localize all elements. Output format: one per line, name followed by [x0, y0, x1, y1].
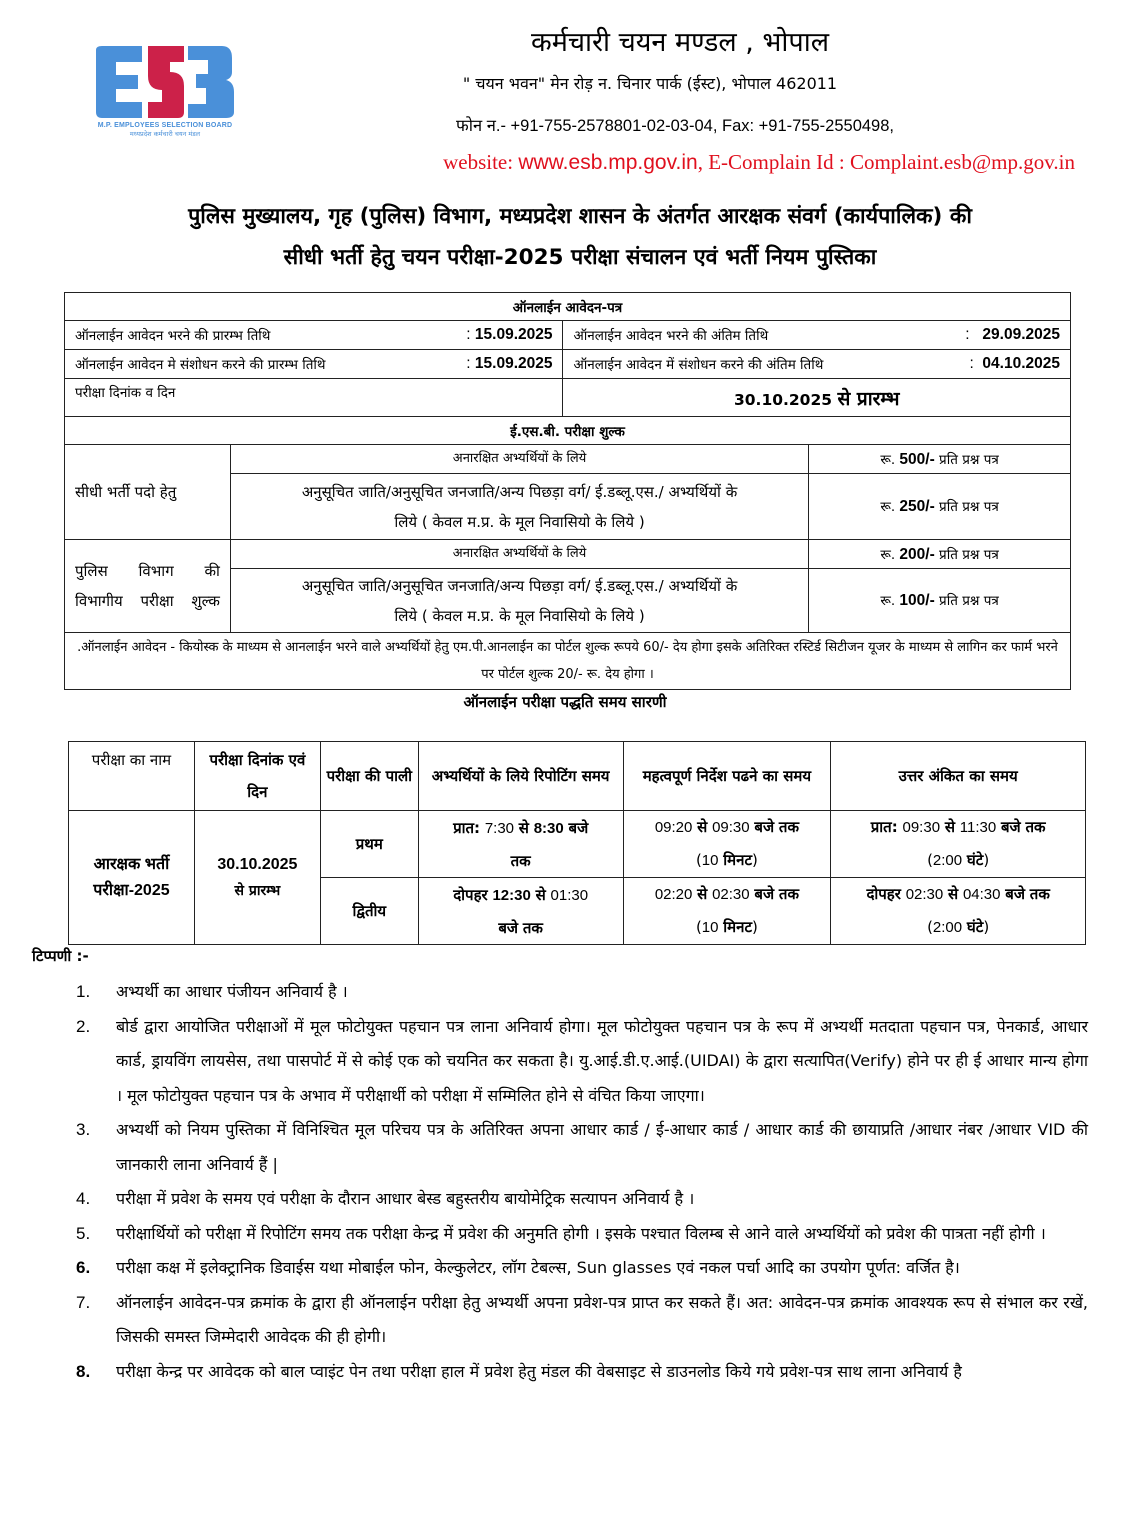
- duration: 10: [701, 919, 719, 936]
- note-text: ऑनलाईन आवेदन-पत्र क्रमांक के द्वारा ही ऑनलाईन परीक्षा हेतु अभ्यर्थी अपना प्रवेश-पत्र प्राप्त कर सकते हैं। अत: आवेदन-पत्र क्रमांक आवश्यक रूप से संभाल कर रखें, जिसकी समस्त जिम्मेदारी आवेदक की ही होगी।: [116, 1292, 1088, 1346]
- note-item: [70, 1251, 1088, 1286]
- word-se: से: [535, 885, 546, 904]
- note-text: परीक्षा में प्रवेश के समय एवं परीक्षा के दौरान आधार बेस्ड बहुस्तरीय बायोमेट्रिक सत्यापन अनिवार्य है ।: [116, 1189, 695, 1208]
- shift-name: द्वितीय: [320, 878, 418, 945]
- note-item: [70, 1182, 1088, 1217]
- duration: 10: [701, 852, 719, 869]
- word-se: से: [518, 818, 529, 837]
- separator: :: [466, 326, 471, 343]
- exam-schedule-table: [68, 741, 1086, 945]
- exam-date-label: परीक्षा दिनांक व दिन: [65, 379, 563, 417]
- column-header: महत्वपूर्ण निर्देश पढने का समय: [623, 742, 831, 811]
- time-to: 02:30: [712, 886, 750, 903]
- fee-value: 200/-: [899, 545, 935, 563]
- complaint-label: , E-Complain Id :: [697, 150, 850, 174]
- notes-list: [70, 975, 1088, 1389]
- time-prefix: प्रात:: [870, 818, 898, 836]
- separator: :: [969, 355, 974, 372]
- word-tak: तक: [778, 818, 799, 836]
- note-number: 6.: [76, 1258, 91, 1277]
- portal-fee-footnote: .ऑनलाईन आवेदन - कियोस्क के माध्यम से आनलाईन भरने वाले अभ्यर्थियों हेतु एम.पी.आनलाईन का पोर्टल शुल्क रूपये 60/- देय होगा इसके अतिरिक्त रस्टिर्ड सिटीजन यूजर के माध्यम से लागिन कर फार्म भरने पर पोर्टल शुल्क 20/- रू. देय होगा ।: [65, 633, 1071, 690]
- word-baje: बजे: [754, 818, 775, 836]
- application-heading: ऑनलाईन आवेदन-पत्र: [65, 293, 1071, 321]
- note-item: [70, 1217, 1088, 1252]
- fee-amount: [809, 569, 1071, 633]
- instruction-time: 02:20 से 02:30 बजे तक (10 मिनट): [623, 878, 831, 945]
- fee-heading: ई.एस.बी. परीक्षा शुल्क: [65, 417, 1071, 445]
- note-item: [70, 975, 1088, 1010]
- word-tak: तक: [522, 918, 543, 937]
- note-text: परीक्षा कक्ष में इलेक्ट्रानिक डिवाईस यथा मोबाईल फोन, केल्कुलेटर, लॉग टेबल्स, Sun glasses एवं नकल पर्चा आदि का उपयोग पूर्णत: वर्जित है।: [116, 1258, 960, 1277]
- correction-end-label: ऑनलाईन आवेदन में संशोधन करने की अंतिम तिथि: [573, 357, 824, 373]
- time-prefix: प्रात:: [453, 818, 481, 837]
- organization-name: कर्मचारी चयन मण्डल , भोपाल: [530, 27, 830, 58]
- logo-caption-english: M.P. EMPLOYEES SELECTION BOARD: [97, 122, 233, 129]
- separator: :: [965, 326, 970, 343]
- note-number: 5.: [76, 1223, 91, 1243]
- application-end-label: ऑनलाईन आवेदन भरने की अंतिम तिथि: [573, 328, 769, 344]
- correction-end-date: 04.10.2025: [982, 355, 1060, 372]
- currency-label: रू.: [880, 593, 896, 609]
- note-text: बोर्ड द्वारा आयोजित परीक्षाओं में मूल फोटोयुक्त पहचान पत्र लाना अनिवार्य होगा। मूल फोटोयुक्त पहचान पत्र के रूप में अभ्यर्थी मतदाता पहचान पत्र, पेनकार्ड, आधार कार्ड, ड्रायविंग लायसेस, तथा पासपोर्ट में से कोई एक को चयनित कर सकता है। यु.आई.डी.ए.आई.(UIDAI) के द्वारा सत्यापित(Verify) होने पर ही ई आधार मान्य होगा । मूल फोटोयुक्त पहचान पत्र के अभाव में परीक्षार्थी को परीक्षा में सम्मिलित होने से वंचित किया जाएगा।: [116, 1016, 1088, 1105]
- word-tak: तक: [1029, 885, 1050, 903]
- fee-unit: प्रति प्रश्न पत्र: [939, 451, 999, 468]
- website-label: website:: [443, 150, 519, 174]
- note-number: 7.: [76, 1292, 91, 1312]
- fee-unit: प्रति प्रश्न पत्र: [939, 546, 999, 563]
- exam-date-value: 30.10.2025: [733, 390, 833, 409]
- application-start-label: ऑनलाईन आवेदन भरने की प्रारम्भ तिथि: [75, 328, 271, 344]
- organization-address: " चयन भवन" मेन रोड़ न. चिनार पार्क (ईस्ट), भोपाल 462011: [462, 74, 838, 93]
- note-number: 4.: [76, 1189, 91, 1208]
- duration: 2:00: [932, 919, 963, 936]
- reporting-time: [418, 878, 623, 945]
- fee-value: 500/-: [899, 450, 935, 468]
- notes-heading: टिप्पणी :-: [32, 947, 89, 965]
- exam-date: 30.10.2025: [217, 855, 298, 873]
- exam-date-suffix: से प्रारम्भ: [837, 387, 900, 410]
- note-text: परीक्षार्थियों को परीक्षा में रिपोटिंग समय तक परीक्षा केन्द्र में प्रवेश की अनुमति होगी । इसके पश्चात विलम्ब से आने वाले अभ्यर्थियों को प्रवेश की पात्रता नहीं होगी ।: [116, 1223, 1046, 1243]
- separator: :: [466, 355, 471, 372]
- correction-start-label: ऑनलाईन आवेदन मे संशोधन करने की प्रारम्भ तिथि: [75, 357, 326, 373]
- note-text: परीक्षा केन्द्र पर आवेदक को बाल प्वाइंट पेन तथा परीक्षा हाल में प्रवेश हेतु मंडल की वेबसाइट से डाउनलोड किये गये प्रवेश-पत्र साथ लाना अनिवार्य है: [116, 1361, 962, 1381]
- answer-time: दोपहर 02:30 से 04:30 बजे तक (2:00 घंटे): [831, 878, 1086, 945]
- word-baje: बजे: [754, 885, 775, 903]
- column-header: परीक्षा का नाम: [69, 742, 195, 811]
- column-header: अभ्यर्थियों के लिये रिपोटिंग समय: [418, 742, 623, 811]
- application-end-date: 29.09.2025: [982, 326, 1060, 343]
- word-tak: तक: [510, 851, 531, 870]
- exam-name: आरक्षक भर्ती परीक्षा-2025: [69, 811, 195, 945]
- correction-start-date: 15.09.2025: [474, 355, 553, 372]
- exam-date-row: [65, 379, 1071, 417]
- fee-category: अनुसूचित जाति/अनुसूचित जनजाति/अन्य पिछड़ा वर्ग/ ई.डब्लू.एस./ अभ्यर्थियों के लिये ( केवल म.प्र. के मूल निवासियो के लिये ): [230, 474, 808, 540]
- word-baje: बजे: [568, 818, 589, 837]
- word-baje: बजे: [498, 918, 519, 937]
- word-se: से: [697, 885, 708, 903]
- schedule-row: [69, 811, 1086, 878]
- time-from: 02:20: [654, 886, 693, 903]
- fee-row: [65, 540, 1071, 569]
- time-from: 09:30: [902, 819, 941, 836]
- word-minute: मिनट: [723, 851, 753, 869]
- currency-label: रू.: [880, 451, 896, 468]
- word-hours: घंटे: [966, 851, 984, 869]
- note-item: [70, 1010, 1088, 1114]
- duration: 2:00: [932, 852, 963, 869]
- reporting-time: [418, 811, 623, 878]
- time-from: 09:20: [654, 819, 693, 836]
- time-to: 01:30: [550, 886, 589, 904]
- currency-label: रू.: [880, 499, 896, 515]
- column-header: परीक्षा दिनांक एवं दिन: [194, 742, 320, 811]
- shift-name: प्रथम: [320, 811, 418, 878]
- correction-date-row: [65, 350, 1071, 379]
- time-to: 8:30: [533, 819, 564, 837]
- document-title-line-1: पुलिस मुख्यालय, गृह (पुलिस) विभाग, मध्यप्रदेश शासन के अंतर्गत आरक्षक संवर्ग (कार्यपालिक) की: [188, 204, 972, 229]
- time-to: 09:30: [712, 819, 750, 836]
- word-se: से: [697, 818, 708, 836]
- time-prefix: दोपहर: [453, 885, 488, 904]
- fee-unit: प्रति प्रश्न पत्र: [939, 593, 999, 609]
- word-se: से: [944, 818, 955, 836]
- word-tak: तक: [1025, 818, 1046, 836]
- complaint-email-link[interactable]: Complaint.esb@mp.gov.in: [849, 150, 1075, 174]
- time-from: 12:30: [492, 886, 531, 904]
- note-text: अभ्यर्थी को नियम पुस्तिका में विनिश्चित मूल परिचय पत्र के अतिरिक्त अपना आधार कार्ड / ई-आधार कार्ड / आधार कार्ड की छायाप्रति /आधार नंबर /आधार VID की जानकारी लाना अनिवार्य हैं |: [116, 1120, 1088, 1174]
- time-to: 11:30: [959, 819, 997, 836]
- fee-row: [65, 445, 1071, 474]
- exam-date-suffix: से प्रारम्भ: [234, 882, 281, 899]
- word-tak: तक: [778, 885, 799, 903]
- word-hours: घंटे: [966, 918, 984, 936]
- fee-category: अनुसूचित जाति/अनुसूचित जनजाति/अन्य पिछड़ा वर्ग/ ई.डब्लू.एस./ अभ्यर्थियों के लिये ( केवल म.प्र. के मूल निवासियो के लिये ): [230, 569, 808, 633]
- contact-line: [300, 150, 1075, 175]
- application-start-date: 15.09.2025: [474, 326, 553, 343]
- fee-group-label: पुलिस विभाग की विभागीय परीक्षा शुल्क: [65, 540, 231, 633]
- note-number: 8.: [76, 1361, 91, 1381]
- currency-label: रू.: [880, 546, 896, 563]
- word-baje: बजे: [1005, 885, 1025, 903]
- instruction-time: 09:20 से 09:30 बजे तक (10 मिनट): [623, 811, 831, 878]
- fee-amount: [809, 474, 1071, 540]
- schedule-header-row: [69, 742, 1086, 811]
- word-se: से: [948, 885, 959, 903]
- note-item: [70, 1286, 1088, 1355]
- fee-amount: [809, 445, 1071, 474]
- fee-group-label: सीधी भर्ती पदो हेतु: [65, 445, 231, 540]
- fee-amount: [809, 540, 1071, 569]
- note-text: अभ्यर्थी का आधार पंजीयन अनिवार्य है ।: [116, 982, 348, 1001]
- note-number: 1.: [76, 982, 91, 1001]
- fee-value: 100/-: [899, 592, 935, 609]
- time-from: 7:30: [484, 819, 515, 837]
- note-number: 3.: [76, 1120, 91, 1139]
- document-title-line-2: सीधी भर्ती हेतु चयन परीक्षा-2025 परीक्षा संचालन एवं भर्ती नियम पुस्तिका: [283, 245, 877, 270]
- note-item: [70, 1355, 1088, 1390]
- fee-category: अनारक्षित अभ्यर्थियों के लिये: [230, 540, 808, 569]
- time-to: 04:30: [962, 886, 1001, 903]
- esb-logo-mark-icon: [90, 42, 240, 122]
- time-prefix: दोपहर: [866, 885, 901, 903]
- website-link[interactable]: www.esb.mp.gov.in: [518, 151, 698, 174]
- fee-unit: प्रति प्रश्न पत्र: [939, 499, 999, 515]
- note-number: 2.: [76, 1016, 91, 1036]
- time-from: 02:30: [905, 886, 944, 903]
- word-baje: बजे: [1000, 818, 1021, 836]
- application-fee-table: [64, 292, 1071, 690]
- esb-logo: [90, 42, 240, 137]
- logo-caption-hindi: मध्यप्रदेश कर्मचारी चयन मंडल: [129, 130, 201, 138]
- schedule-caption: ऑनलाईन परीक्षा पद्धति समय सारणी: [463, 693, 667, 711]
- column-header: परीक्षा की पाली: [320, 742, 418, 811]
- note-item: [70, 1113, 1088, 1182]
- application-date-row: [65, 321, 1071, 350]
- column-header: उत्तर अंकित का समय: [831, 742, 1086, 811]
- answer-time: प्रात: 09:30 से 11:30 बजे तक (2:00 घंटे): [831, 811, 1086, 878]
- organization-phone-fax: फोन न.- +91-755-2578801-02-03-04, Fax: +91-755-2550498,: [455, 117, 894, 135]
- document-title: [70, 196, 1090, 278]
- word-minute: मिनट: [723, 918, 753, 936]
- fee-value: 250/-: [899, 498, 935, 515]
- exam-date-cell: [194, 811, 320, 945]
- fee-category: अनारक्षित अभ्यर्थियों के लिये: [230, 445, 808, 474]
